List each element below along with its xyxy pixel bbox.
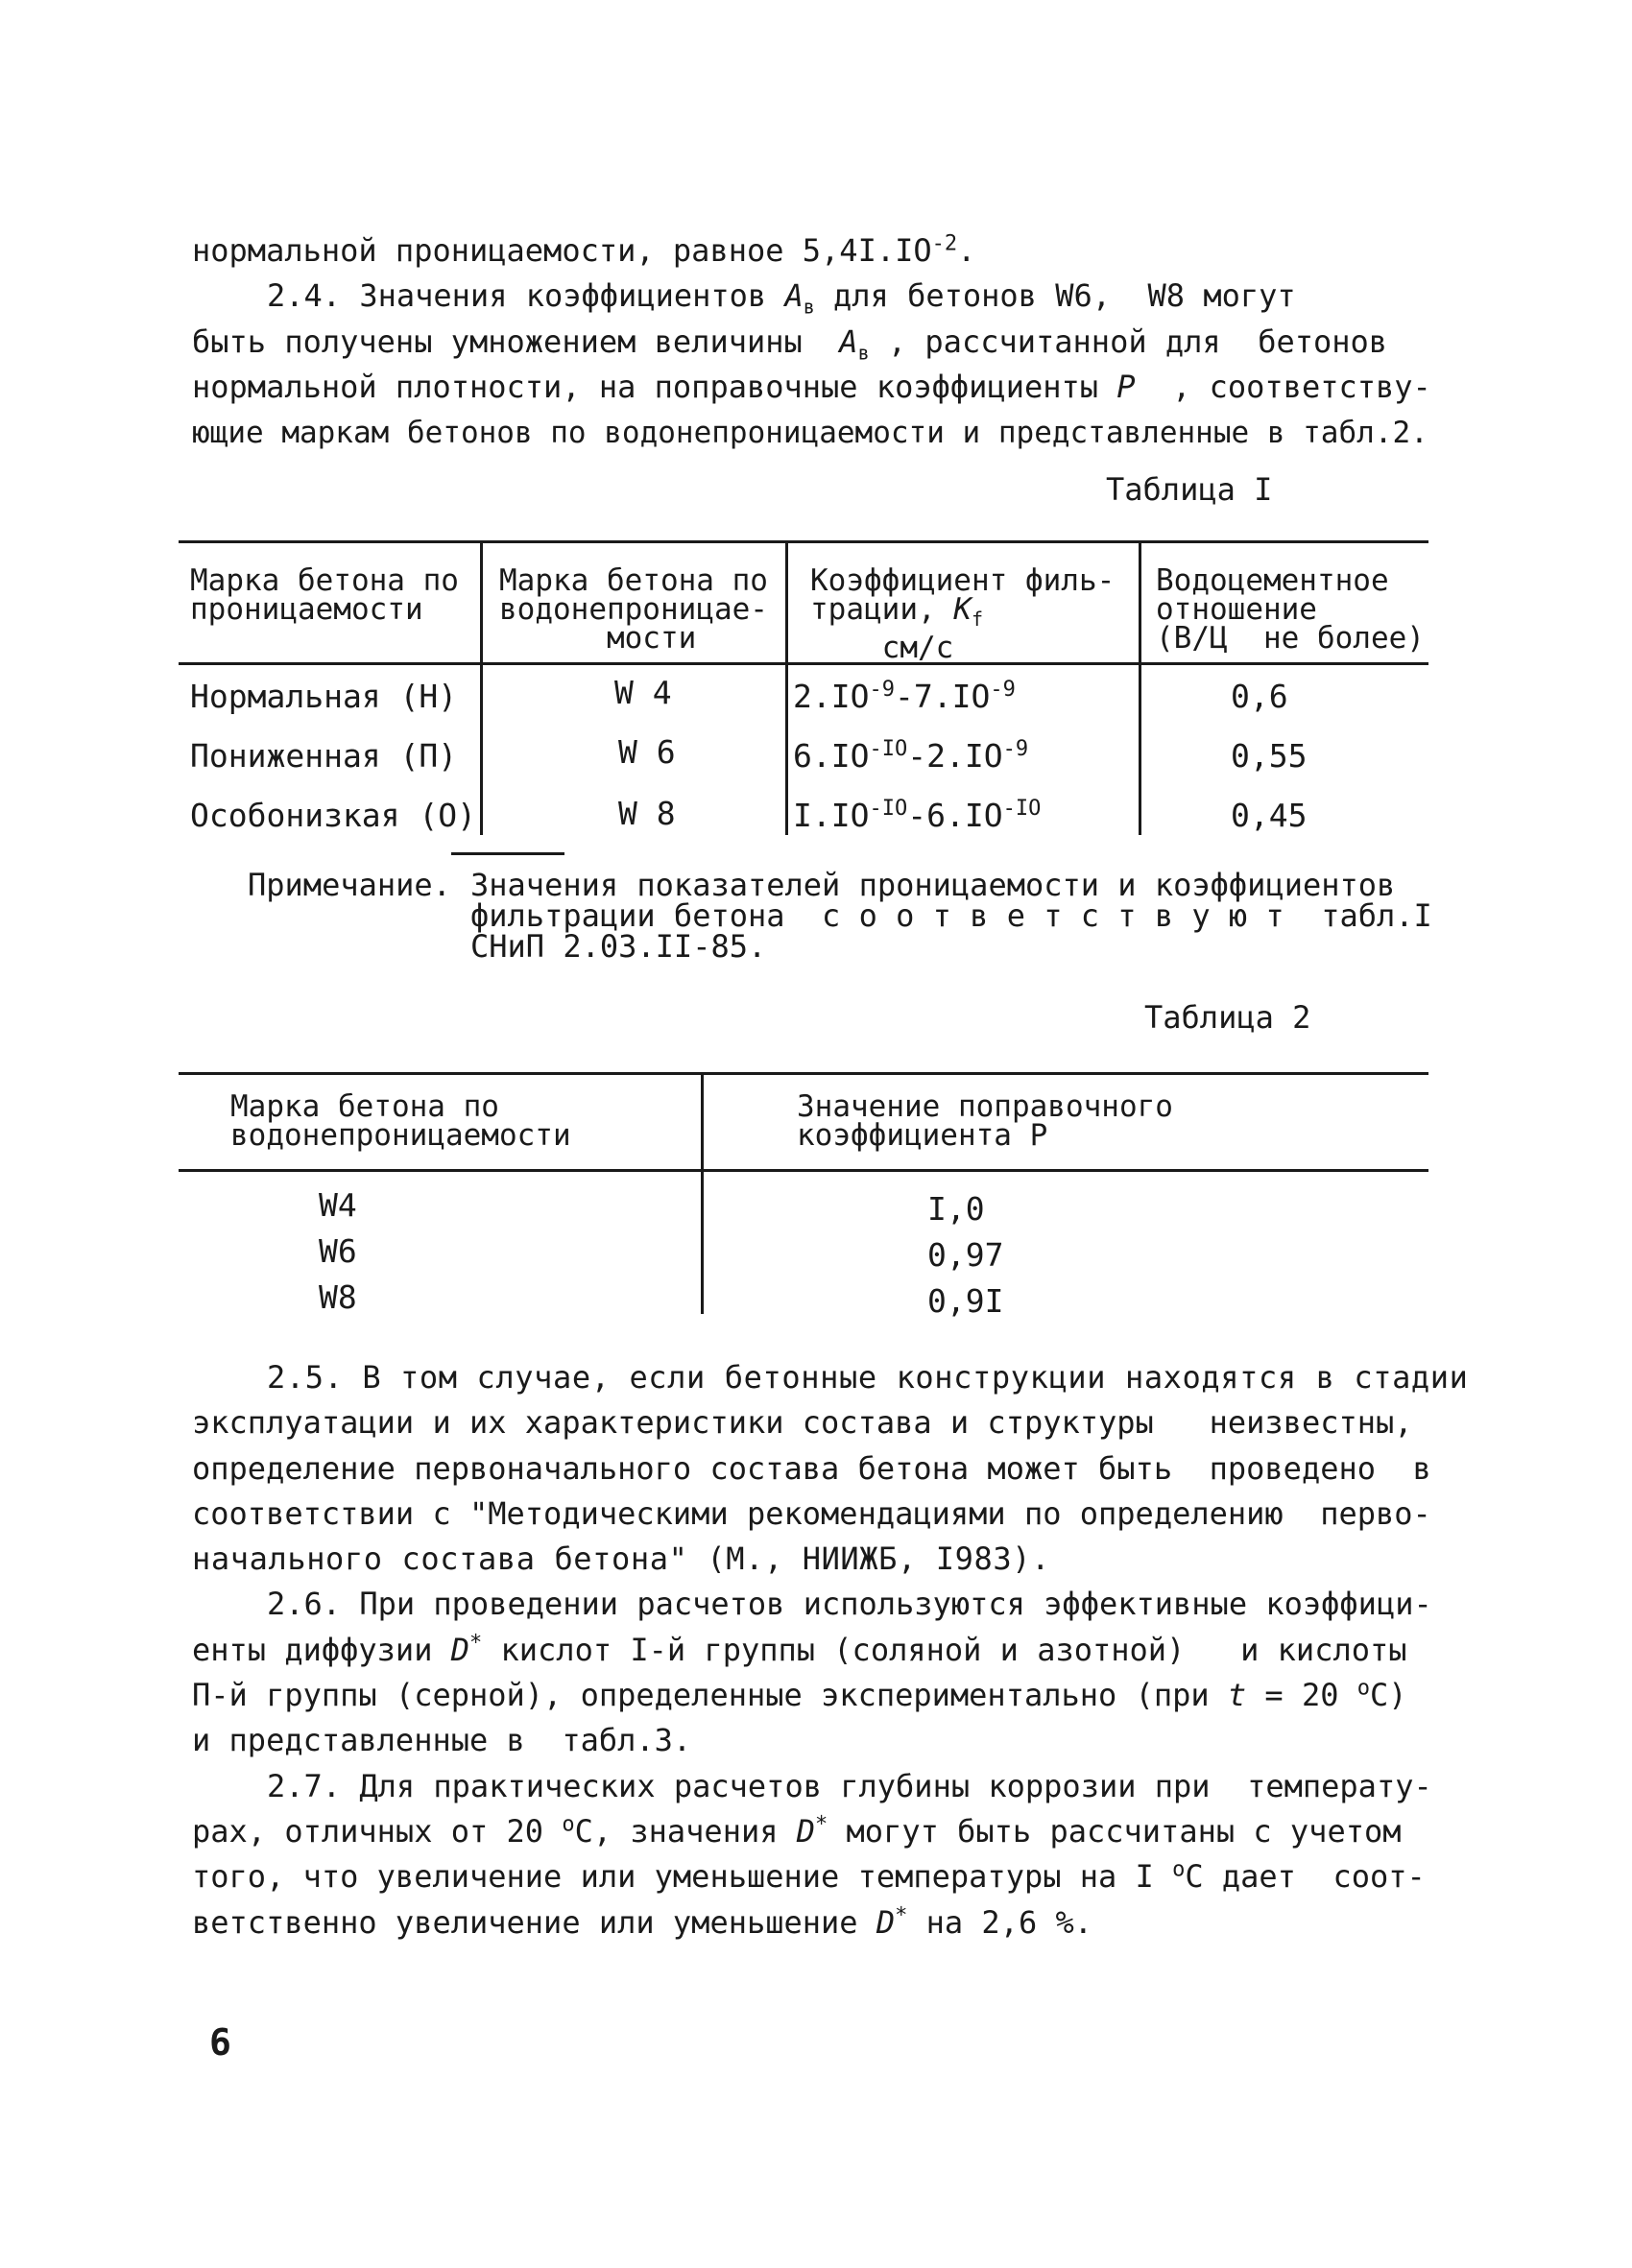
note-text: Значения показателей проницаемости и коэффициентов (470, 867, 1396, 903)
page-number: 6 (209, 2021, 231, 2064)
note-text: СНиП 2.03.II-85. (470, 928, 767, 965)
text-line: ющие маркам бетонов по водонепроницаемости и представленные в табл.2. (192, 416, 1428, 450)
column-divider (701, 1074, 704, 1314)
table-caption: Таблица 2 (1144, 999, 1311, 1036)
paragraph-2-7-line: 2.7. Для практических расчетов глубины коррозии при температу- (267, 1768, 1432, 1804)
text-line: и представленные в табл.3. (192, 1722, 692, 1758)
text-line: соответствии с "Методическими рекомендациями по определению перво- (192, 1495, 1431, 1532)
column-header: Коэффициент филь- трации, $K_f$ см/с (810, 563, 1116, 666)
column-header: Марка бетона по водонепроницаемости (230, 1089, 571, 1153)
column-header: Водоцементное отношение (В/Ц не более) (1156, 563, 1425, 656)
column-divider (1139, 542, 1141, 835)
paragraph-2-6-line: 2.6. При проведении расчетов используются эффективные коэффици- (267, 1586, 1432, 1622)
note-label: Примечание. (248, 867, 451, 903)
text-line: определение первоначального состава бетона может быть проведено в (192, 1450, 1431, 1487)
column-divider (785, 542, 788, 835)
table-caption: Таблица I (1106, 471, 1273, 508)
table-rule (179, 540, 1428, 543)
table-rule (179, 1072, 1428, 1075)
text-line: ветственно увеличение или уменьшение D* на 2,6 %. (192, 1903, 1092, 1941)
note-text: фильтрации бетона с о о т в е т с т в у ю т табл.I (470, 897, 1432, 934)
text-line: нормальной плотности, на поправочные коэффициенты P , соответству- (192, 369, 1431, 405)
paragraph-2-4-line: 2.4. Значения коэффициентов $A_в$ для бетонов W6, W8 могут (267, 277, 1296, 319)
text-line: П-й группы (серной), определенные экспериментально (при t = 20 $^о$С) (192, 1676, 1407, 1713)
paragraph-2-5-line: 2.5. В том случае, если бетонные конструкции находятся в стадии (267, 1359, 1469, 1396)
text-line: эксплуатации и их характеристики состава и структуры неизвестны, (192, 1404, 1413, 1441)
text-line: того, что увеличение или уменьшение температуры на I $^о$С дает соот- (192, 1857, 1426, 1895)
text-line: енты диффузии D* кислот I-й группы (соляной и азотной) и кислоты (192, 1631, 1407, 1668)
column-header: Марка бетона по проницаемости (190, 563, 459, 627)
text-line: рах, отличных от 20 $^о$С, значения D* могут быть рассчитаны с учетом (192, 1812, 1402, 1850)
text-line: быть получены умножением величины $A_в$ , рассчитанной для бетонов (192, 323, 1388, 365)
column-header: Марка бетона по водонепроницае- мости (499, 563, 768, 656)
column-divider (480, 542, 483, 835)
text-line: нормальной проницаемости, равное $5,4I.IO^{-2}$. (192, 231, 976, 269)
text-line: начального состава бетона" (М., НИИЖБ, I983). (192, 1540, 1050, 1577)
note-rule (451, 852, 564, 855)
column-header: Значение поправочного коэффициента P (797, 1089, 1173, 1153)
table-rule (179, 662, 1428, 665)
table-rule (179, 1169, 1428, 1172)
